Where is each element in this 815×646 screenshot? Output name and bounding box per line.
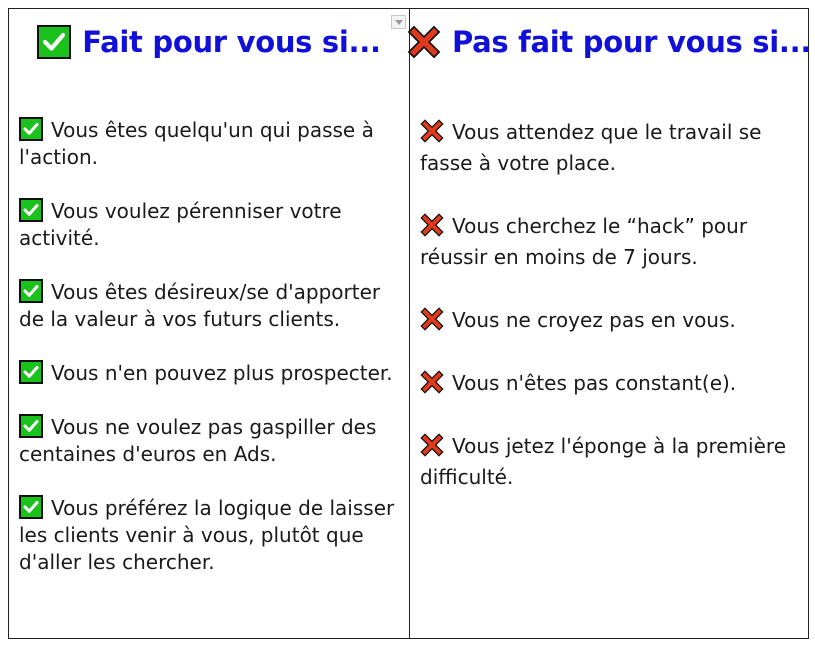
check-mark-icon: [19, 117, 43, 141]
cross-mark-icon: [420, 370, 444, 394]
suitable-list: [19, 117, 403, 603]
cross-mark-icon: [407, 25, 441, 59]
not-suitable-item: [420, 211, 802, 273]
column-suitable: [9, 9, 410, 638]
suitable-item-text[interactable]: Vous n'en pouvez plus prospecter.: [51, 361, 393, 385]
column-not-suitable: [410, 9, 812, 638]
heading-not-suitable-text: Pas fait pour vous si...: [451, 25, 812, 59]
suitable-item: [19, 360, 403, 387]
cell-dropdown-toggle[interactable]: [391, 15, 406, 29]
suitable-item-text: Vous ne voulez pas gaspiller des centaines d'euros en Ads.: [19, 415, 377, 466]
cross-mark-icon: [420, 433, 444, 457]
cross-mark-icon: [420, 213, 444, 237]
check-mark-icon: [19, 414, 43, 438]
not-suitable-list: [420, 117, 802, 525]
check-mark-icon: [19, 279, 43, 303]
not-suitable-item: [420, 117, 802, 179]
check-mark-icon: [37, 25, 71, 59]
suitable-item: [19, 198, 403, 252]
comparison-table: [8, 8, 812, 639]
suitable-item-text: Vous voulez pérenniser votre activité.: [19, 199, 342, 250]
not-suitable-item-text: Vous cherchez le “hack” pour réussir en moins de 7 jours.: [420, 214, 748, 269]
suitable-item: [19, 495, 403, 576]
heading-suitable-text: Fait pour vous si...: [82, 25, 381, 59]
not-suitable-item-text: Vous ne croyez pas en vous.: [452, 308, 736, 332]
not-suitable-item: [420, 431, 802, 493]
suitable-item-text: Vous êtes désireux/se d'apporter de la valeur à vos futurs clients.: [19, 280, 381, 331]
not-suitable-item-text: Vous attendez que le travail se fasse à votre place.: [420, 120, 762, 175]
heading-suitable: [9, 21, 409, 63]
not-suitable-item-text: Vous jetez l'éponge à la première difficulté.: [420, 434, 787, 489]
not-suitable-item: [420, 368, 802, 399]
check-mark-icon: [19, 198, 43, 222]
not-suitable-item-text: Vous n'êtes pas constant(e).: [452, 371, 737, 395]
suitable-item: [19, 117, 403, 171]
suitable-item-text: Vous êtes quelqu'un qui passe à l'action.: [19, 118, 374, 169]
cross-mark-icon: [420, 119, 444, 143]
check-mark-icon: [19, 495, 43, 519]
cross-mark-icon: [420, 307, 444, 331]
suitable-item: [19, 279, 403, 333]
heading-not-suitable: [410, 21, 812, 63]
not-suitable-item: [420, 305, 802, 336]
check-mark-icon: [19, 360, 43, 384]
suitable-item: [19, 414, 403, 468]
suitable-item-text: Vous préférez la logique de laisser les clients venir à vous, plutôt que d'aller les chercher.: [19, 496, 395, 574]
